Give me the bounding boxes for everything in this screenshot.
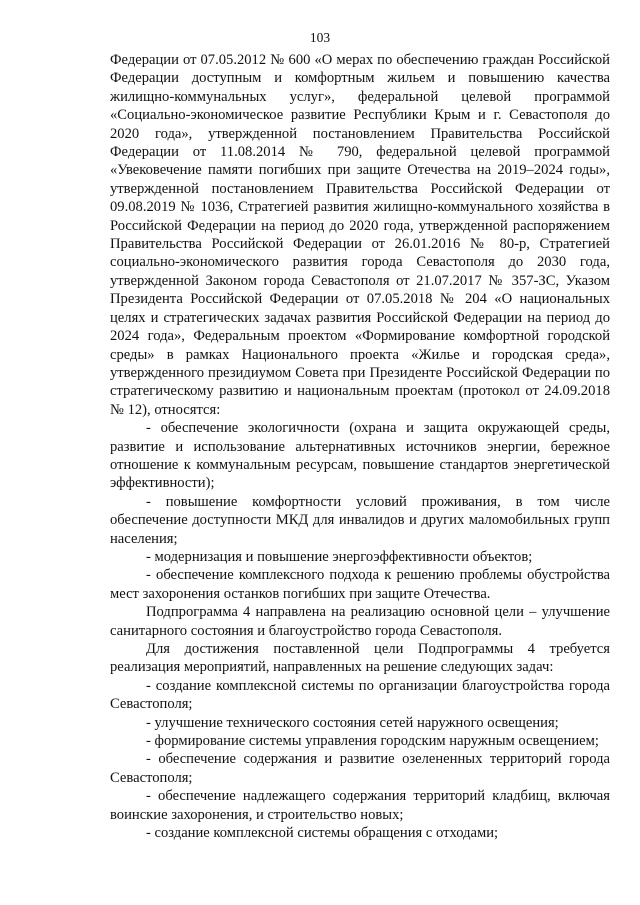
list-item-landscaping-system: - создание комплексной системы по организации благоустройства города Севастополя; bbox=[110, 677, 610, 713]
list-item-green-areas: - обеспечение содержания и развитие озелененных территорий города Севастополя; bbox=[110, 751, 610, 786]
list-item-ecology: - обеспечение экологичности (охрана и защита окружающей среды, развитие и использование альтернативных источников энергии, бережное отношение к коммунальным ресурсам, повышение стандартов энергетической эффективности); bbox=[110, 420, 610, 492]
list-item-burial-sites: - обеспечение комплексного подхода к решению проблемы обустройства мест захоронения останков погибших при защите Отечества. bbox=[110, 567, 610, 602]
paragraph-subprogram-goal: Подпрограмма 4 направлена на реализацию основной цели – улучшение санитарного состояния и благоустройство города Севастополя. bbox=[110, 604, 610, 639]
list-item-cemeteries: - обеспечение надлежащего содержания территорий кладбищ, включая воинские захоронения, и строительство новых; bbox=[110, 788, 610, 823]
list-item-comfort: - повышение комфортности условий проживания, в том числе обеспечение доступности МКД для инвалидов и других маломобильных групп населения; bbox=[110, 493, 610, 547]
paragraph-legal-basis: Федерации от 07.05.2012 № 600 «О мерах по обеспечению граждан Российской Федерации доступным и комфортным жильем и повышению качества жилищно-коммунальных услуг», федеральной целевой программой «Социально-экономическое развитие Республики Крым и г. Севастополя до 2020 года», утвержденной постановлением Правительства Российской Федерации от 11.08.2014 № 790, федеральной целевой программой «Увековечение памяти погибших при защите Отечества на 2019–2024 годы», утвержденной постановлением Правительства Российской Федерации от 09.08.2019 № 1036, Стратегией развития жилищно-коммунального хозяйства в Российской Федерации на период до 2020 года, утвержденной распоряжением Правительства Российской Федерации от 26.01.2016 № 80-р, Стратегией социально-экономического развития города Севастополя до 2030 года, утвержденной Законом города Севастополя от 21.07.2017 № 357-ЗС, Указом Президента Российской Федерации от 07.05.2018 № 204 «О национальных целях и стратегических задачах развития Российской Федерации на период до 2024 года», Федеральным проектом «Формирование комфортной городской среды» в рамках Национального проекта «Жилье и городская среда», утвержденного президиумом Совета при Президенте Российской Федерации по стратегическому развитию и национальным проектам (протокол от 24.09.2018 № 12), относятся: bbox=[110, 52, 610, 418]
list-item-lighting-networks: - улучшение технического состояния сетей наружного освещения; bbox=[146, 714, 559, 731]
body-text bbox=[110, 51, 610, 842]
page-number: 103 bbox=[309, 30, 331, 45]
list-item-modernization: - модернизация и повышение энергоэффективности объектов; bbox=[146, 548, 533, 565]
list-item-lighting-management: - формирование системы управления городским наружным освещением; bbox=[146, 733, 599, 750]
paragraph-tasks-intro: Для достижения поставленной цели Подпрограммы 4 требуется реализация мероприятий, направленных на решение следующих задач: bbox=[110, 641, 610, 676]
list-item-waste-management: - создание комплексной системы обращения с отходами; bbox=[146, 825, 499, 842]
